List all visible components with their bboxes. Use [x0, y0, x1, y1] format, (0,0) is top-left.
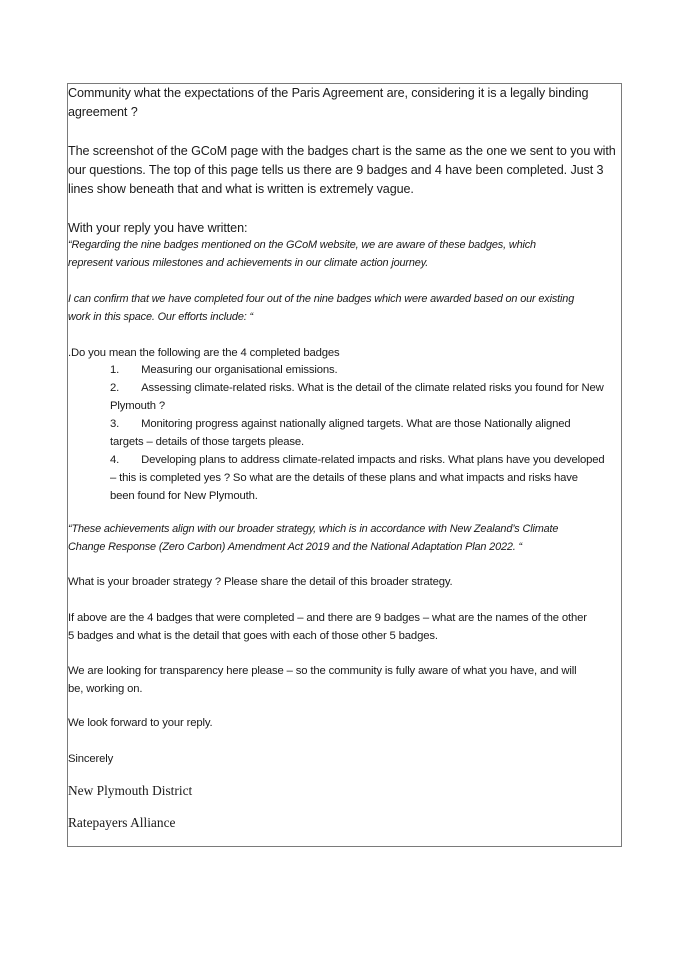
quote-line: “Regarding the nine badges mentioned on the GCoM website, we are aware of these badges, which [68, 239, 536, 251]
list-item-number: 3. [110, 418, 120, 430]
list-item-text: Assessing climate-related risks. What is the detail of the climate related risks you found for New [141, 382, 604, 394]
quote-line: work in this space. Our efforts include: “ [68, 311, 253, 323]
quote-line: “These achievements align with our broader strategy, which is in accordance with New Zealand’s Climate [68, 523, 559, 535]
paragraph-line: The screenshot of the GCoM page with the badges chart is the same as the one we sent to you with [68, 144, 616, 158]
list-item-number: 1. [110, 364, 120, 376]
list-item [110, 361, 622, 379]
list-item [110, 379, 622, 397]
list-item-text: Measuring our organisational emissions. [141, 364, 338, 376]
list-item-continuation: – this is completed yes ? So what are the details of these plans and what impacts and risks have [110, 472, 578, 484]
sign-off: Sincerely [68, 753, 114, 765]
quote-line: I can confirm that we have completed four out of the nine badges which were awarded based on our existing [68, 293, 575, 305]
paragraph-line: What is your broader strategy ? Please share the detail of this broader strategy. [68, 576, 453, 588]
closing-line: We look forward to your reply. [68, 717, 213, 729]
list-item-number: 4. [110, 454, 120, 466]
list-intro: .Do you mean the following are the 4 completed badges [68, 347, 340, 359]
paragraph-line: our questions. The top of this page tells us there are 9 badges and 4 have been completed. Just 3 [68, 163, 604, 177]
signature-line: Ratepayers Alliance [68, 815, 176, 830]
paragraph-line: If above are the 4 badges that were completed – and there are 9 badges – what are the names of the other [68, 612, 587, 624]
list-item-continuation: targets – details of those targets please. [110, 436, 305, 448]
paragraph-line: lines show beneath that and what is written is extremely vague. [68, 182, 414, 196]
quote-line: represent various milestones and achievements in our climate action journey. [68, 257, 429, 269]
list-item-number: 2. [110, 382, 120, 394]
reply-intro: With your reply you have written: [68, 221, 248, 235]
paragraph-line: agreement ? [68, 105, 138, 119]
list-item-continuation: Plymouth ? [110, 400, 166, 412]
paragraph-line: 5 badges and what is the detail that goes with each of those other 5 badges. [68, 630, 438, 642]
list-item-text: Developing plans to address climate-related impacts and risks. What plans have you developed [141, 454, 605, 466]
paragraph-line: Community what the expectations of the Paris Agreement are, considering it is a legally binding [68, 86, 589, 100]
paragraph-line: We are looking for transparency here please – so the community is fully aware of what you have, and will [68, 665, 577, 677]
quote-line: Change Response (Zero Carbon) Amendment Act 2019 and the National Adaptation Plan 2022. “ [68, 541, 523, 553]
signature-line: New Plymouth District [68, 783, 193, 798]
list-item-continuation: been found for New Plymouth. [110, 490, 258, 502]
list-item [110, 451, 622, 469]
paragraph-line: be, working on. [68, 683, 143, 695]
list-item [110, 415, 622, 433]
list-item-text: Monitoring progress against nationally aligned targets. What are those Nationally aligned [141, 418, 571, 430]
